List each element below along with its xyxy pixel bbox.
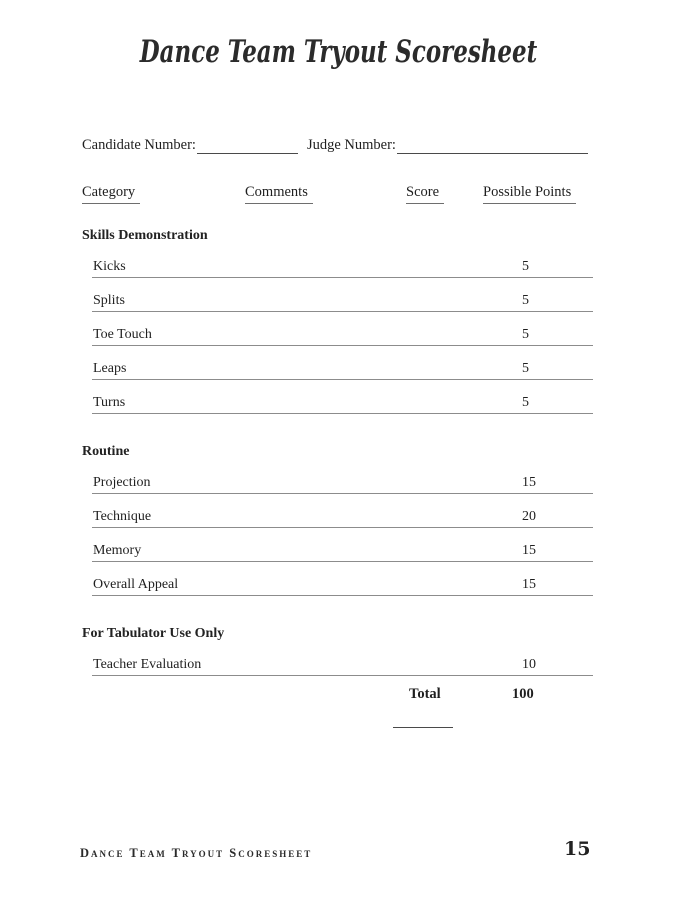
score-row [92,380,593,414]
row-possible-points: 5 [522,327,529,342]
score-row [92,494,593,528]
total-label: Total [409,686,441,702]
total-value: 100 [512,686,534,702]
total-score-field [393,712,453,728]
column-header-possible-points: Possible Points [483,184,576,204]
row-category-label: Technique [93,509,152,524]
score-section [82,626,593,676]
score-section [82,444,593,596]
section-rows [82,642,593,676]
candidate-number-field [197,138,298,154]
column-header-score: Score [406,184,444,204]
score-row [92,528,593,562]
column-header-comments: Comments [245,184,313,204]
score-row [92,346,593,380]
row-possible-points: 10 [522,657,536,672]
row-category-label: Toe Touch [93,327,152,342]
score-row [92,642,593,676]
judge-number-field [397,138,588,154]
row-category-label: Memory [93,543,142,558]
score-row [92,312,593,346]
section-rows [82,244,593,414]
column-header-category: Category [82,184,140,204]
row-category-label: Overall Appeal [93,577,179,592]
row-category-label: Kicks [93,259,126,274]
candidate-number-label: Candidate Number: [82,137,196,153]
section-title: For Tabulator Use Only [82,626,225,641]
row-possible-points: 20 [522,509,536,524]
id-fields-row [82,136,588,154]
row-possible-points: 15 [522,543,536,558]
row-possible-points: 5 [522,259,529,274]
section-title: Skills Demonstration [82,228,208,243]
row-possible-points: 15 [522,577,536,592]
row-possible-points: 15 [522,475,536,490]
section-title: Routine [82,444,130,459]
score-sections [82,228,593,676]
row-possible-points: 5 [522,395,529,410]
table-column-headers [0,184,677,206]
score-row [92,278,593,312]
page-title: Dance Team Tryout Scoresheet [139,34,538,70]
row-category-label: Teacher Evaluation [93,657,202,672]
score-section [82,228,593,414]
row-possible-points: 5 [522,361,529,376]
footer-title: Dance Team Tryout Scoresheet [80,846,313,860]
score-row [92,562,593,596]
row-category-label: Projection [93,475,151,490]
section-rows [82,460,593,596]
row-possible-points: 5 [522,293,529,308]
judge-number-label: Judge Number: [306,137,396,153]
score-row [92,460,593,494]
row-category-label: Leaps [93,361,127,376]
row-category-label: Turns [93,395,126,410]
row-category-label: Splits [93,293,125,308]
score-row [92,244,593,278]
page-number: 15 [564,838,591,860]
